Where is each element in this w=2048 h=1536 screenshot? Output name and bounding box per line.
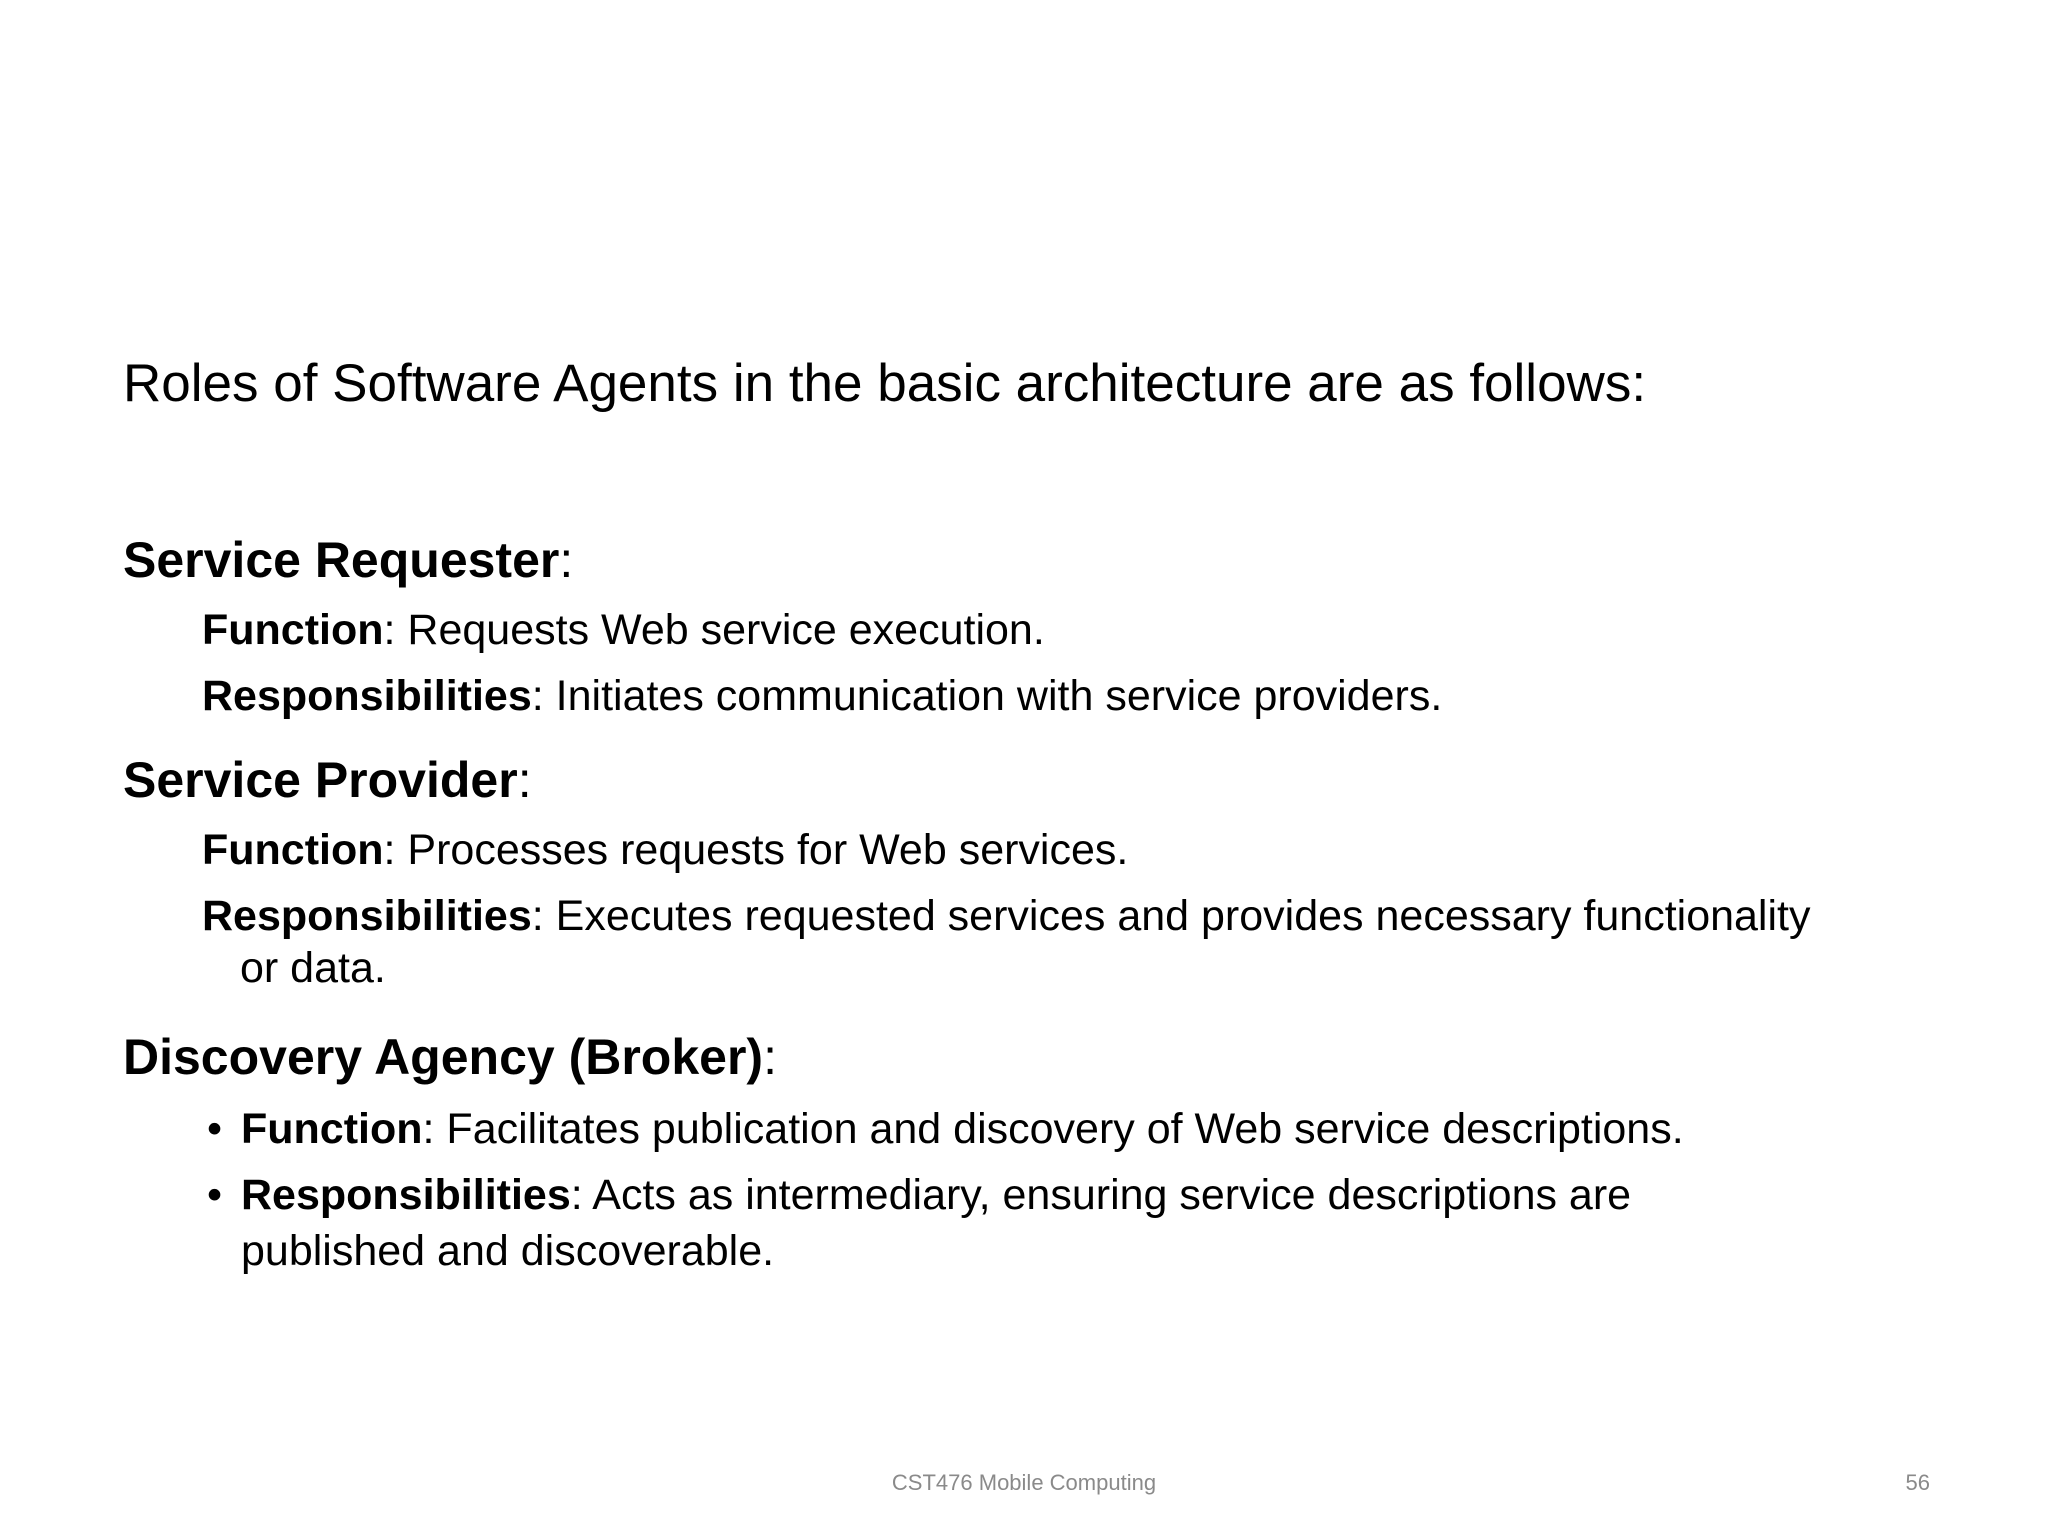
detail-separator: : (531, 892, 556, 940)
detail-text: Executes requested services and provides necessary functionality (555, 892, 1811, 940)
role-name: Service Provider (123, 752, 518, 808)
provider-responsibilities (202, 888, 1962, 996)
detail-text: Requests Web service execution. (407, 606, 1045, 654)
role-colon: : (763, 1029, 777, 1085)
agency-responsibilities-bullet (207, 1167, 1907, 1279)
detail-label: Function (202, 606, 384, 654)
detail-text-continued: or data. (240, 944, 386, 992)
detail-separator: : (570, 1171, 593, 1219)
detail-separator: : (383, 606, 408, 654)
footer-course-title: CST476 Mobile Computing (891, 1470, 1157, 1495)
agency-function-bullet (207, 1101, 1907, 1157)
role-colon: : (559, 532, 574, 588)
bullet-icon: • (207, 1171, 223, 1219)
detail-label: Function (202, 826, 384, 874)
role-heading-service-requester (123, 530, 573, 590)
role-name: Discovery Agency (Broker) (123, 1029, 764, 1085)
detail-text: Facilitates publication and discovery of Web service descriptions. (446, 1105, 1684, 1153)
detail-separator: : (383, 826, 408, 874)
detail-separator: : (531, 672, 556, 720)
role-colon: : (517, 752, 532, 808)
detail-label: Responsibilities (202, 892, 532, 940)
detail-label: Responsibilities (241, 1171, 571, 1219)
detail-label: Responsibilities (202, 672, 532, 720)
provider-function (202, 822, 1962, 878)
detail-text: Processes requests for Web services. (407, 826, 1129, 874)
detail-separator: : (422, 1105, 447, 1153)
footer-page-number: 56 (1905, 1470, 1930, 1495)
detail-text: Acts as intermediary, ensuring service descriptions are (592, 1171, 1632, 1219)
detail-text: Initiates communication with service providers. (555, 672, 1443, 720)
detail-text-continued: published and discoverable. (241, 1227, 775, 1275)
slide-intro-text: Roles of Software Agents in the basic architecture are as follows: (123, 354, 1647, 413)
bullet-text (207, 1101, 1907, 1157)
requester-function (202, 602, 1962, 658)
role-heading-discovery-agency (123, 1027, 777, 1087)
detail-label: Function (241, 1105, 423, 1153)
requester-responsibilities (202, 668, 1962, 724)
bullet-text (207, 1167, 1907, 1279)
bullet-icon: • (207, 1105, 223, 1153)
role-heading-service-provider (123, 750, 532, 810)
role-name: Service Requester (123, 532, 560, 588)
